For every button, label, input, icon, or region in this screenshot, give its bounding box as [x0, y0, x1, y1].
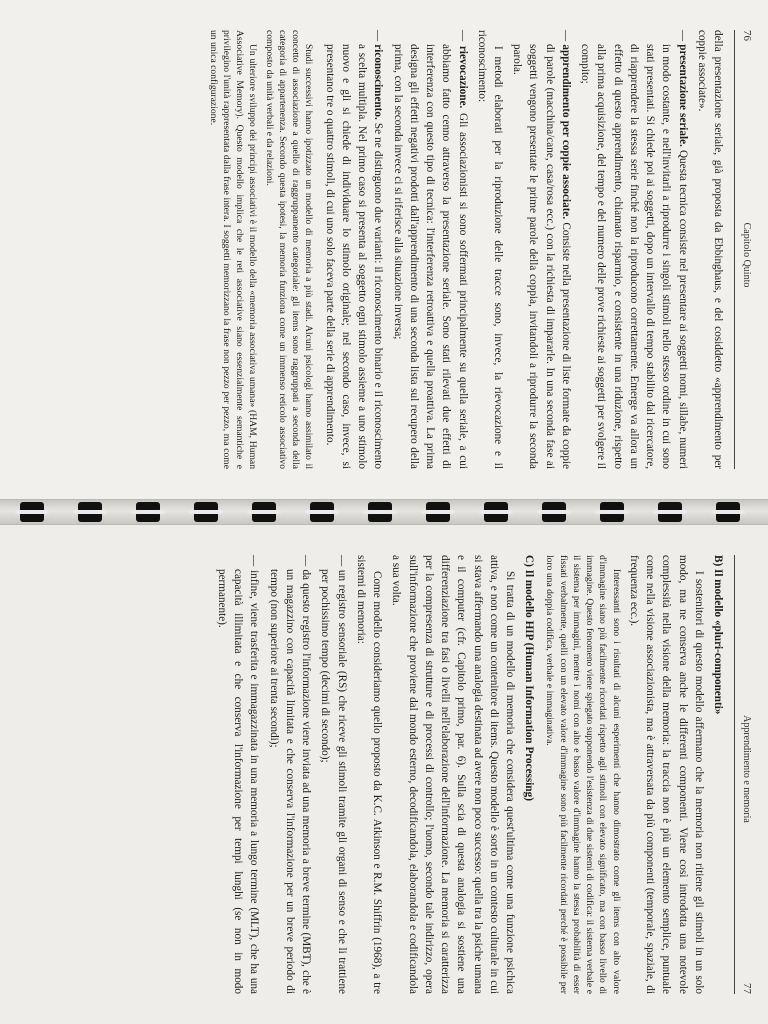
- left-small-print: [207, 30, 316, 469]
- small-paragraph: Un ulteriore sviluppo dei principi associativi è il modello della «memoria associativa umana» (HAM, Human Associative Memory). Questo modello implica che le reti associative siano essenzialmente semantiche e privilegino l'unità rappresentata dalla frase intera. I soggetti memorizzano la frase non pezzo per pezzo, ma come un unica configurazione.: [207, 30, 259, 469]
- small-paragraph: Studi successivi hanno ipotizzato un modello di memoria a più stadi. Alcuni psicologi hanno assimilato il concetto di associazione a quello di raggruppamento categoriale: gli items sono raggruppati a seconda della categoria di appartenenza. Secondo questa ipotesi, la memoria funziona come un immenso reticolo associativo composto da unità verbali e da relazioni.: [263, 30, 315, 469]
- section-c-heading: C) Il modello HIP (Human Information Processing): [523, 555, 536, 801]
- right-page: [0, 524, 768, 1024]
- memory-system-item: — da questo registro l'informazione viene inviata ad una memoria a breve termine (MBT), che è un magazzino con capacità limitata e che conserva l'informazione per un breve periodo di tempo (non superiore ai trenta secondi);: [267, 555, 313, 994]
- right-page-number: 77: [741, 983, 753, 994]
- right-running-title: Apprendimento e memoria: [741, 715, 752, 823]
- model-intro: Come modello consideriamo quello proposto da K.C. Atkinson e R.M. Shiffrin (1968), a tre sistemi di memoria:: [354, 555, 384, 994]
- intro-paragraph: della presentazione seriale, già proposta da Ebbinghaus, e del cosiddetto «apprendimento per coppie associate».: [695, 30, 725, 469]
- bullet-coppie-associate: — apprendimento per coppie associate. Consiste nella presentazione di liste formate da coppie di parole (macchina/cane, casa/rosa ecc.) con la richiesta di impararle. In una seconda fase ai soggetti vengono presentate le prime parole della coppia, invitandoli a riprodurre la seconda parola.: [511, 30, 572, 470]
- section-b-heading: B) Il modello «pluri-componenti»: [712, 555, 725, 715]
- memory-system-item: — infine, viene trasferita e immagazzinata in una memoria a lungo termine (MLT), che ha una capacità illimitata e che conserva l'informazione per tempi lunghi (se non in modo permanente).: [216, 555, 261, 995]
- right-small-print: [543, 555, 622, 994]
- bullet-riconoscimento: — riconoscimento. Se ne distinguono due varianti: il riconoscimento binario e il riconoscimento a scelta multipla. Nel primo caso si presenta al soggetto ogni stimolo assieme a uno stimolo nuovo e gli si chiede di individuare lo stimolo originale; nel secondo caso, invece, si presentano tre o quattro stimoli, di cui uno solo faceva parte della serie di apprendimento.: [323, 30, 385, 470]
- left-page: [0, 0, 768, 500]
- left-running-head: [734, 30, 754, 469]
- memory-system-item: — un registro sensoriale (RS) che riceve gli stimoli tramite gli organi di senso e che li trattiene per pochissimo tempo (decimi di secondo);: [319, 555, 348, 995]
- section-c-paragraph: Si tratta di un modello di memoria che considera quest'ultima come una funzione psichica attiva, e non come un contenitore di items. Questo modello è sorto in un contesto culturale in cui si stava affermando una analogia destinata ad avere non poco successo: quella tra la psiche umana e il computer (cfr. Capitolo primo, par. 6). Sulla scia di questa analogia si sostiene una differenziazione tra fasi o livelli nell'elaborazione dell'informazione. La memoria si caratterizza per la compresenza di strutture e di processi di controllo; l'uomo, secondo tale indirizzo, opera sull'informazione che proviene dal mondo esterno, decodificandola, elaborandola e codificandola a sua volta.: [390, 555, 517, 994]
- right-running-head: [734, 555, 754, 994]
- bullet-rievocazione: — rievocazione. Gli associazionisti si sono soffermati principalmente su quella seriale, a cui abbiamo fatto cenno attraverso la presentazione seriale. Sono stati rilevati due effetti di interferenza con questo tipo di tecnica: l'interferenza retroattiva e quella proattiva. La prima designa gli effetti negativi prodotti dall'apprendimento di una seconda lista sul recupero della prima, con la seconda invece ci si riferisce alla situazione inversa;: [391, 30, 469, 469]
- small-paragraph: Interessanti sono i risultati di alcuni esperimenti che hanno dimostrato come gli items con alto valore d'immagine siano più facilmente ricordati rispetto agli stimoli con elevato significato, ma con basso livello di immagine. Questo fenomeno viene spiegato supponendo l'esistenza di due sistemi di codifica: il sistema verbale e il sistema per immagini, mentre i nomi con alto e basso valore d'immagine hanno la stessa probabilità di esser fissati verbalmente, quelli con un elevato valore d'immagine sono più facilmente ricordati perché è possibile per loro una doppia codifica, verbale e immaginativa.: [544, 555, 622, 994]
- methods-intro: I metodi elaborati per la riproduzione delle tracce sono, invece, la rievocazione e il riconoscimento:: [475, 30, 505, 469]
- left-running-title: Capitolo Quinto: [741, 222, 752, 288]
- section-b-paragraph: I sostenitori di questo modello affermano che la memoria non ritiene gli stimoli in un solo modo, ma ne conserva anche le differenti componenti. Viene così introdotta una notevole complessità nella visione della memoria: la traccia non è più un elemento semplice, puntuale come nella visione associazionista, ma è attraversata da più componenti (temporale, spaziale, di frequenza ecc.).: [627, 555, 705, 994]
- bullet-presentazione-seriale: — presentazione seriale. Questa tecnica consiste nel presentare ai soggetti nomi, sillabe, numeri in modo costante, e nell'invitarli a riprodurre i singoli stimoli nello stesso ordine in cui sono stati presentati. Si chiede poi ai soggetti, dopo un intervallo di tempo stabilito dal ricercatore, di riapprendere la stessa serie finché non la riproducono correttamente. Emerge va allora un effetto di questo apprendimento, chiamato risparmio, e consistente in una riduzione, rispetto alla prima acquisizione, del tempo e del numero delle prove richieste ai soggetti per svolgere il compito;: [579, 30, 689, 470]
- left-page-number: 76: [741, 30, 753, 41]
- spiral-binding: [0, 500, 768, 524]
